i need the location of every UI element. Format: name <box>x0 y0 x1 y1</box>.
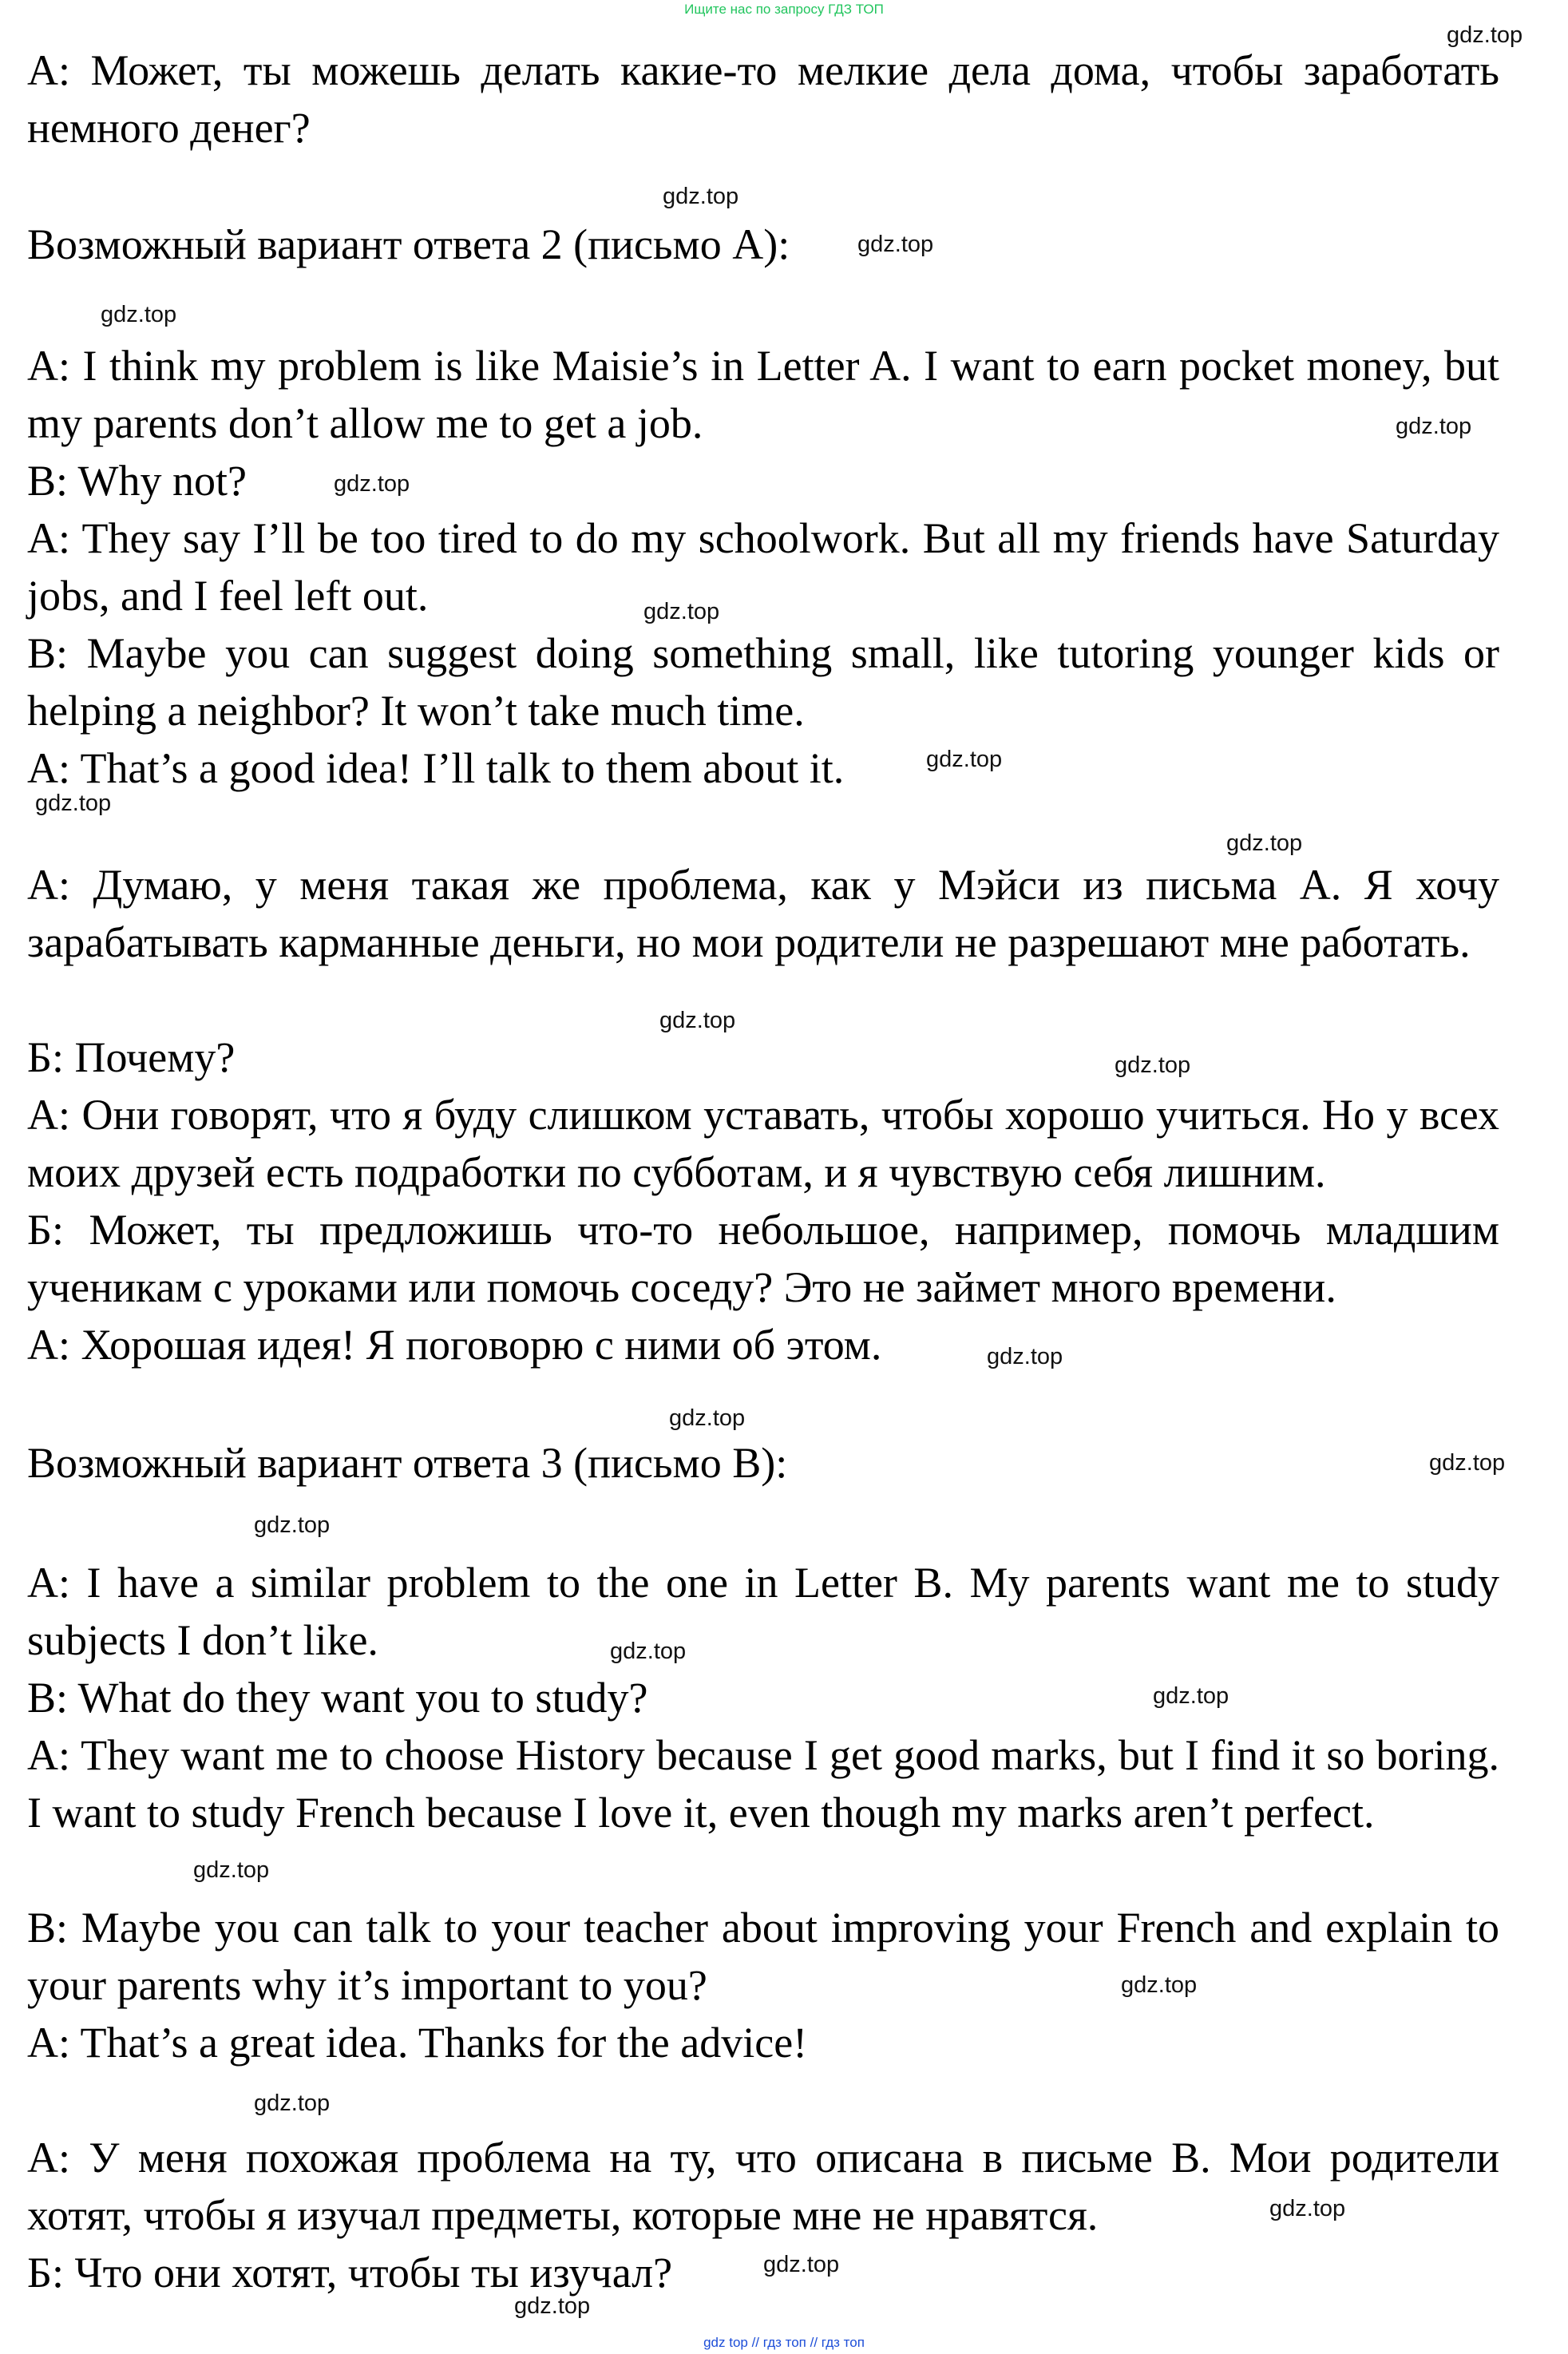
watermark: gdz.top <box>1269 2196 1346 2221</box>
watermark: gdz.top <box>1429 1450 1506 1476</box>
watermark: gdz.top <box>1226 830 1303 856</box>
watermark: gdz.top <box>1447 22 1523 48</box>
watermark: gdz.top <box>763 2252 840 2277</box>
v2-en-b1: B: Why not? <box>27 457 247 505</box>
watermark: gdz.top <box>643 599 720 624</box>
watermark: gdz.top <box>669 1405 746 1431</box>
watermark: gdz.top <box>254 1512 331 1538</box>
v3-en-a1: A: I have a similar problem to the one in Letter B. My parents want me to study subjects I don’t like. <box>27 1559 1499 1664</box>
watermark: gdz.top <box>101 302 177 327</box>
top-banner: Ищите нас по запросу ГДЗ ТОП <box>684 2 884 17</box>
v2-ru-a2: А: Они говорят, что я буду слишком уставать, чтобы хорошо учиться. Но у всех моих друзей есть подработки по субботам, и я чувствую себя лишним. <box>27 1091 1499 1196</box>
watermark: gdz.top <box>1121 1972 1198 1998</box>
watermark: gdz.top <box>35 791 112 816</box>
watermark: gdz.top <box>514 2293 591 2319</box>
v2-ru-a3: А: Хорошая идея! Я поговорю с ними об этом. <box>27 1321 882 1369</box>
intro-ru-line: А: Может, ты можешь делать какие-то мелкие дела дома, чтобы заработать немного денег? <box>27 46 1499 152</box>
watermark: gdz.top <box>659 1008 736 1033</box>
v3-en-a2: A: They want me to choose History because I get good marks, but I find it so boring. I want to study French because I love it, even though my marks aren’t perfect. <box>27 1731 1499 1837</box>
v2-ru-a1: А: Думаю, у меня такая же проблема, как у Мэйси из письма А. Я хочу зарабатывать карманные деньги, но мои родители не разрешают мне работать. <box>27 861 1499 966</box>
v3-en-b2: B: Maybe you can talk to your teacher about improving your French and explain to your parents why it’s important to you? <box>27 1904 1499 2009</box>
v3-en-b1: B: What do they want you to study? <box>27 1674 648 1722</box>
v2-en-b2: B: Maybe you can suggest doing something small, like tutoring younger kids or helping a neighbor? It won’t take much time. <box>27 629 1499 735</box>
bottom-banner: gdz top // гдз топ // гдз топ <box>703 2335 865 2350</box>
v3-ru-a1: А: У меня похожая проблема на ту, что описана в письме В. Мои родители хотят, чтобы я изучал предметы, которые мне не нравятся. <box>27 2134 1499 2239</box>
watermark: gdz.top <box>193 1857 270 1883</box>
v3-en-a3: A: That’s a great idea. Thanks for the advice! <box>27 2019 808 2067</box>
v3-ru-b1: Б: Что они хотят, чтобы ты изучал? <box>27 2249 673 2297</box>
watermark: gdz.top <box>926 747 1003 772</box>
watermark: gdz.top <box>987 1344 1063 1369</box>
watermark: gdz.top <box>663 184 739 209</box>
v2-en-a2: A: They say I’ll be too tired to do my schoolwork. But all my friends have Saturday jobs, and I feel left out. <box>27 514 1499 620</box>
watermark: gdz.top <box>857 232 934 257</box>
heading-variant-3: Возможный вариант ответа 3 (письмо B): <box>27 1439 788 1487</box>
watermark: gdz.top <box>254 2090 331 2116</box>
watermark: gdz.top <box>1115 1052 1191 1078</box>
v2-ru-b1: Б: Почему? <box>27 1033 236 1081</box>
watermark: gdz.top <box>1396 414 1472 439</box>
heading-variant-2: Возможный вариант ответа 2 (письмо А): <box>27 220 790 268</box>
v2-en-a3: A: That’s a good idea! I’ll talk to them about it. <box>27 744 845 792</box>
v2-en-a1: A: I think my problem is like Maisie’s in Letter A. I want to earn pocket money, but my parents don’t allow me to get a job. <box>27 342 1499 447</box>
v2-ru-b2: Б: Может, ты предложишь что-то небольшое, например, помочь младшим ученикам с уроками или помочь соседу? Это не займет много времени. <box>27 1206 1499 1311</box>
watermark: gdz.top <box>610 1639 687 1664</box>
watermark: gdz.top <box>334 471 410 497</box>
watermark: gdz.top <box>1153 1683 1229 1709</box>
